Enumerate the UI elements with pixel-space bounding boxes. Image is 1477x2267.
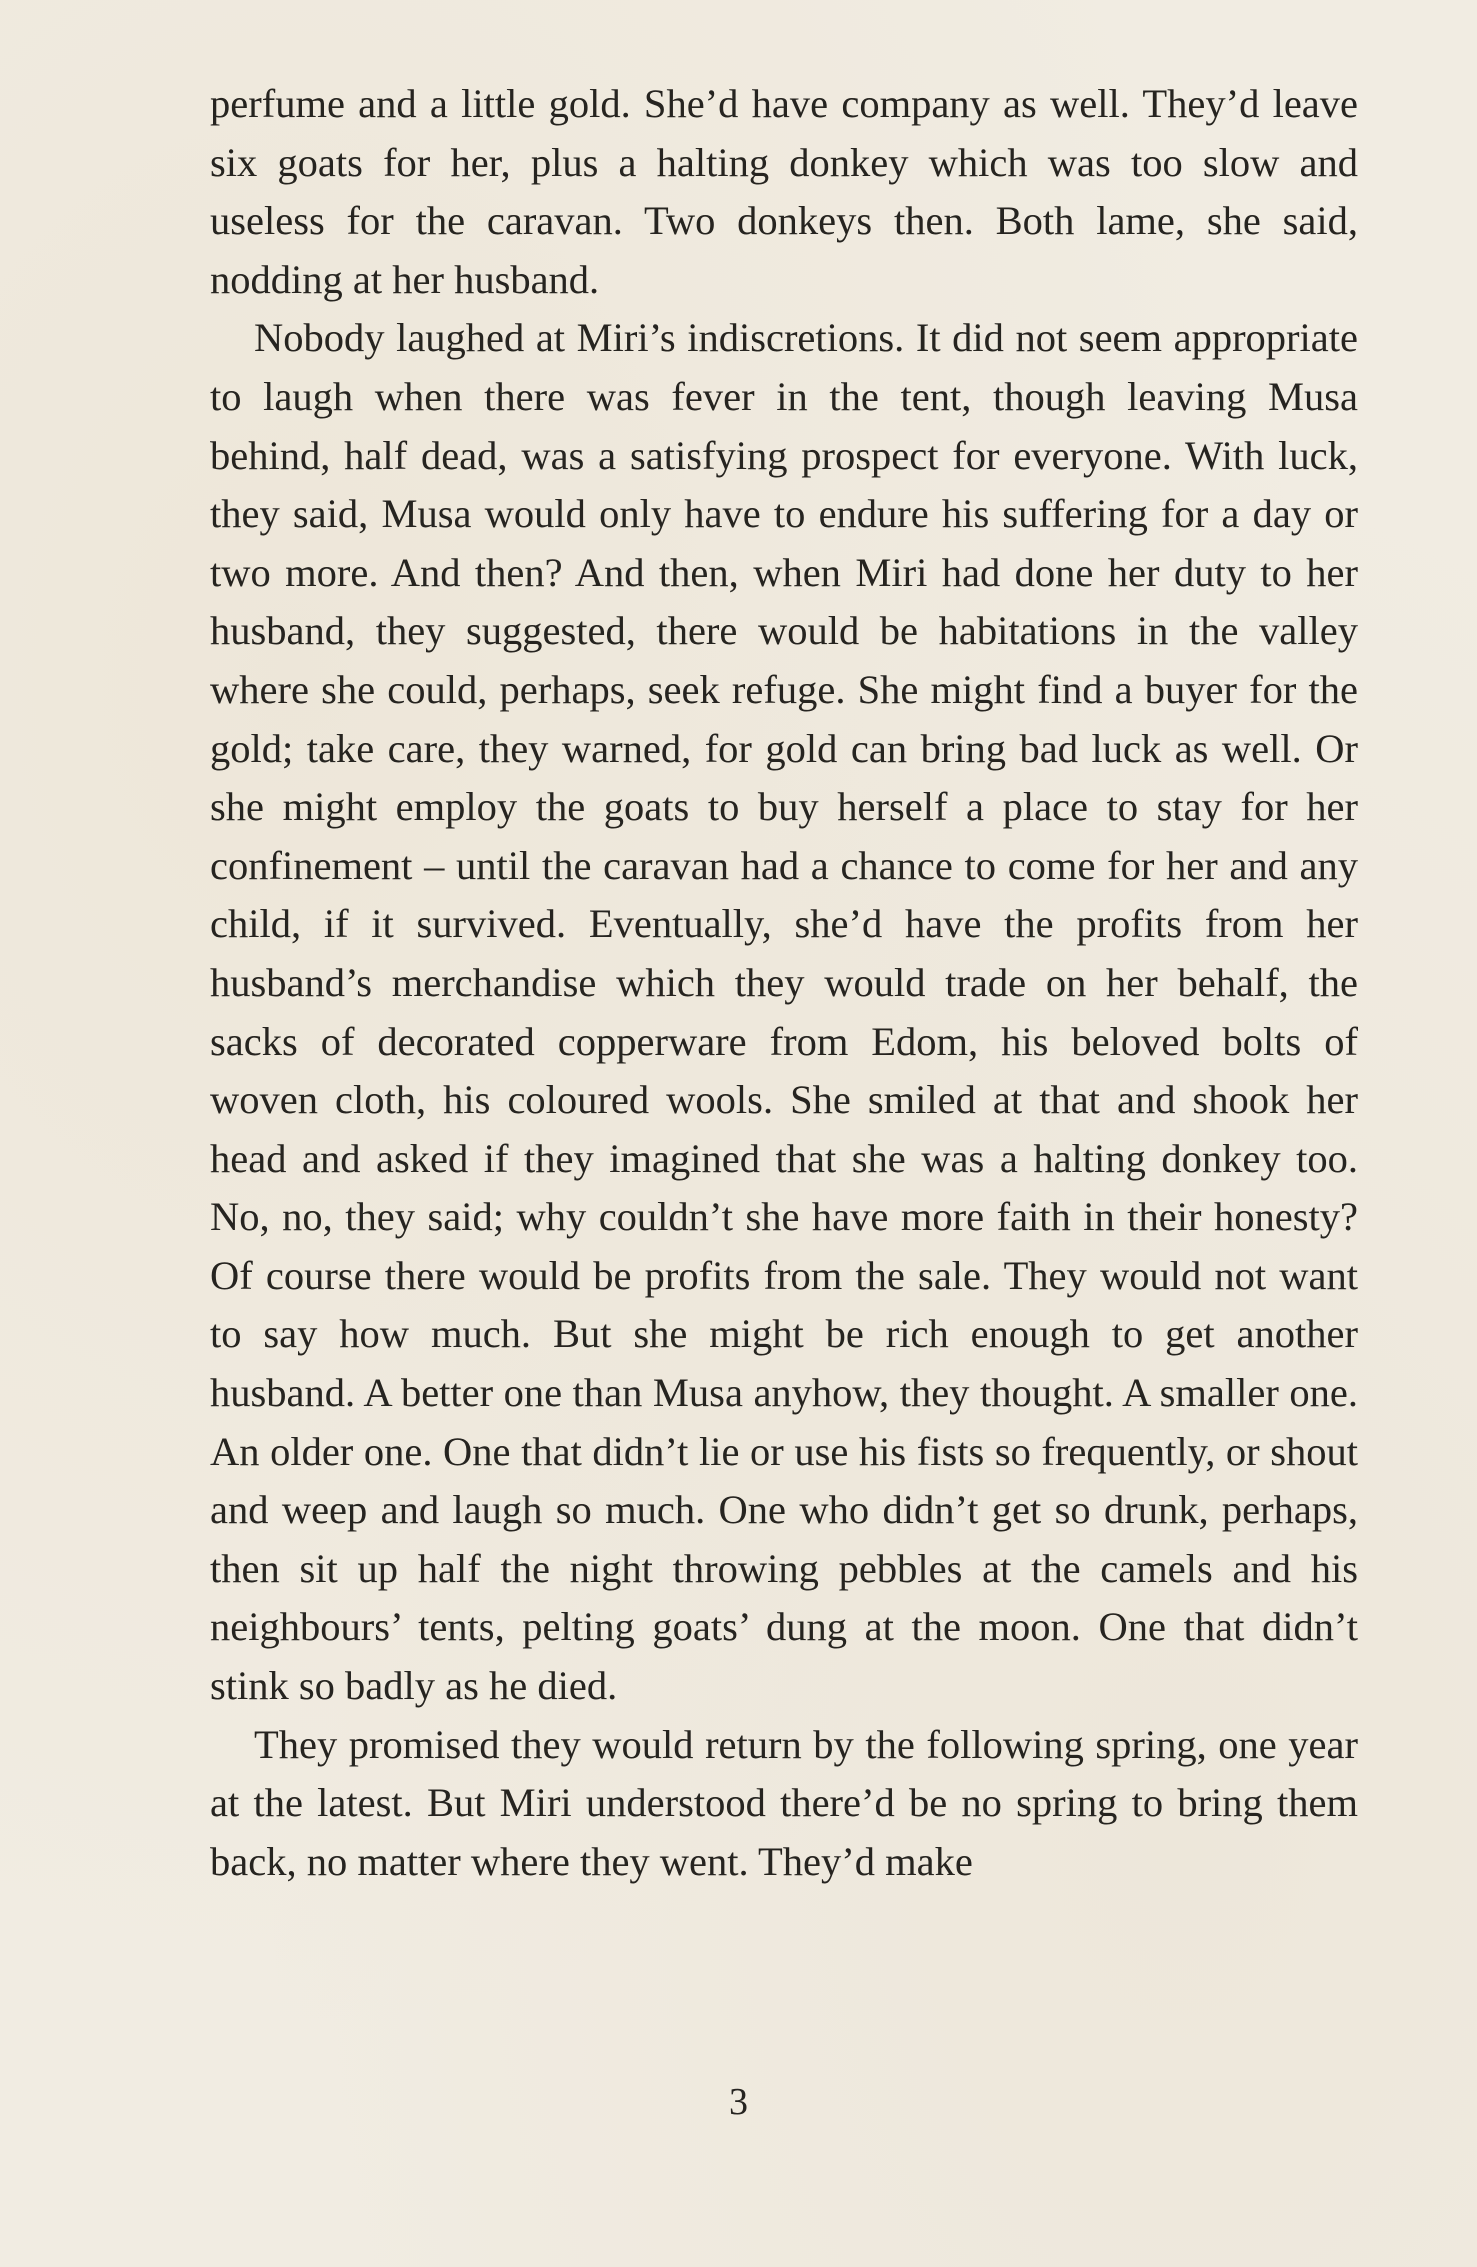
paragraph-continued: perfume and a little gold. She’d have company as well. They’d leave six goats for her, plus a halting donkey which was too slow and useless for the caravan. Two donkeys then. Both lame, she said, nodding at her husband. bbox=[210, 81, 1358, 302]
page-number: 3 bbox=[729, 2081, 748, 2123]
paragraph-miri-indiscretions: Nobody laughed at Miri’s indiscretions. It did not seem appropriate to laugh when there was fever in the tent, though leaving Musa behind, half dead, was a satisfying prospect for everyone. With luck, they said, Musa would only have to endure his suffering for a day or two more. And then? And then, when Miri had done her duty to her husband, they suggested, there would be habitations in the valley where she could, perhaps, seek refuge. She might find a buyer for the gold; take care, they warned, for gold can bring bad luck as well. Or she might employ the goats to buy herself a place to stay for her confinement – until the caravan had a chance to come for her and any child, if it survived. Eventually, she’d have the profits from her husband’s merchandise which they would trade on her behalf, the sacks of decorated copperware from Edom, his beloved bolts of woven cloth, his coloured wools. She smiled at that and shook her head and asked if they imagined that she was a halting donkey too. No, no, they said; why couldn’t she have more faith in their honesty? Of course there would be profits from the sale. They would not want to say how much. But she might be rich enough to get another husband. A better one than Musa anyhow, they thought. A smaller one. An older one. One that didn’t lie or use his fists so frequently, or shout and weep and laugh so much. One who didn’t get so drunk, perhaps, then sit up half the night throwing pebbles at the camels and his neighbours’ tents, pelting goats’ dung at the moon. One that didn’t stink so badly as he died. bbox=[210, 315, 1358, 1709]
body-text bbox=[210, 75, 1358, 1891]
paragraph-promise-return: They promised they would return by the following spring, one year at the latest. But Miri understood there’d be no spring to bring them back, no matter where they went. They’d make bbox=[210, 1721, 1358, 1884]
